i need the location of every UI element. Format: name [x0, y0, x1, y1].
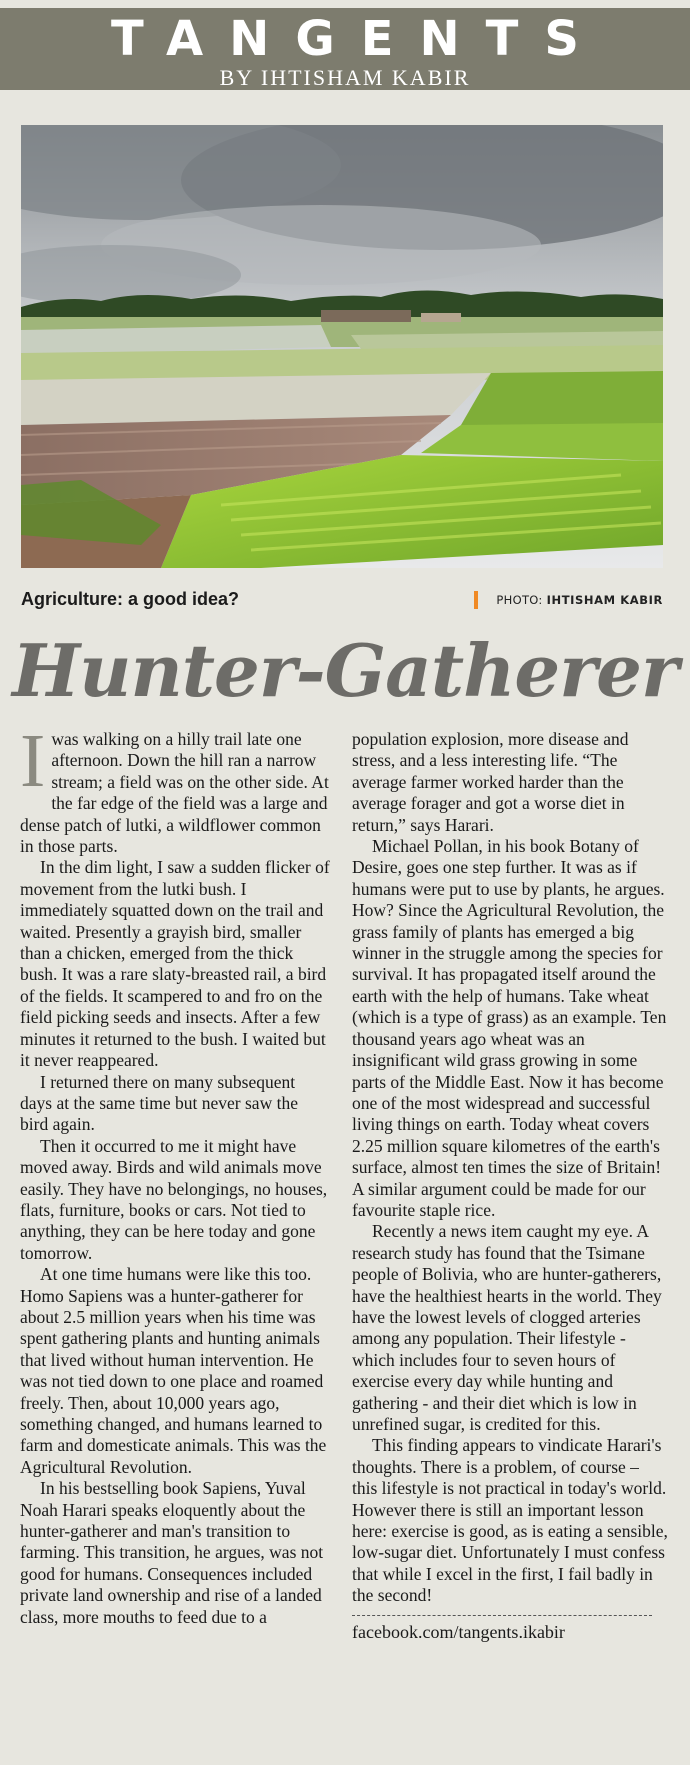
column-title: TANGENTS: [110, 11, 605, 67]
photo-credit-name: IHTISHAM KABIR: [546, 593, 663, 607]
credit-accent-bar: [474, 591, 478, 609]
article-paragraph: At one time humans were like this too. Homo Sapiens was a hunter-gatherer for about 2.5 million years when his time was spent gathering plants and hunting animals that lived without human intervention. He was not tied down to one place and roamed freely. Then, about 10,000 years ago, something changed, and humans learned to farm and domesticate animals. This was the Agricultural Revolution.: [20, 1264, 327, 1477]
photo-caption: Agriculture: a good idea?: [21, 589, 240, 609]
article-paragraph: Recently a news item caught my eye. A research study has found that the Tsimane people of Bolivia, who are hunter-gatherers, have the healthiest hearts in the world. They have the lowest levels of clogged arteries among any population. Their lifestyle - which includes four to seven hours of exercise every day while hunting and gathering - and their diet which is low in unrefined sugar, is credited for this.: [352, 1221, 662, 1434]
article-paragraph: This finding appears to vindicate Harari's thoughts. There is a problem, of course – this lifestyle is not practical in today's world. However there is still an important lesson here: exercise is good, as is eating a sensible, low-sugar diet. Unfortunately I must confess that while I excel in the first, I fail badly in the second!: [352, 1435, 668, 1606]
column-byline: BY IHTISHAM KABIR: [219, 65, 471, 90]
rice-field-photo: [21, 125, 663, 568]
article-column-left: [20, 719, 330, 1628]
article-paragraph: Michael Pollan, in his book Botany of Desire, goes one step further. It was as if humans were put to use by plants, he argues. How? Since the Agricultural Revolution, the grass family of plants has emerged a big winner in the struggle among the species for survival. It has propagated itself around the earth with the help of humans. Take wheat (which is a type of grass) as an example. Ten thousand years ago wheat was an insignificant wild grass growing in some parts of the Middle East. Now it has become one of the most widespread and successful living things on earth. Today wheat covers 2.25 million square kilometres of the earth's surface, almost ten times the size of Britain! A similar argument could be made for our favourite staple rice.: [352, 836, 667, 1220]
article-paragraph: Then it occurred to me it might have moved away. Birds and wild animals move easily. They have no belongings, no houses, flats, furniture, books or cars. Not tied to anything, they can be here today and gone tomorrow.: [20, 1135, 328, 1263]
drop-cap: I: [20, 719, 46, 803]
facebook-link[interactable]: facebook.com/tangents.ikabir: [352, 1621, 565, 1642]
article-headline: Hunter-Gatherer: [12, 628, 678, 713]
article-paragraph: population explosion, more disease and stress, and a less interesting life. “The average farmer worked harder than the average forager and got a worse diet in return,” says Harari.: [352, 729, 629, 835]
article-paragraph: In the dim light, I saw a sudden flicker of movement from the lutki bush. I immediately squatted down on the trail and waited. Presently a grayish bird, smaller than a chicken, emerged from the thick bush. It was a rare slaty-breasted rail, a bird of the fields. It scampered to and fro on the field picking seeds and insects. After a few minutes it returned to the bush. I waited but it never reappeared.: [20, 857, 330, 1071]
article-column-right: [352, 729, 668, 1643]
photo-credit: [474, 591, 663, 609]
article-paragraph: I returned there on many subsequent days at the same time but never saw the bird again.: [20, 1071, 298, 1135]
column-banner: [0, 8, 690, 90]
article-paragraph: In his bestselling book Sapiens, Yuval Noah Harari speaks eloquently about the hunter-gatherer and man's transition to farming. This transition, he argues, was not good for humans. Consequences included private land ownership and rise of a landed class, more mouths to feed due to a: [20, 1478, 324, 1627]
article-paragraph: [20, 719, 330, 857]
photo-credit-label: PHOTO:: [496, 593, 543, 607]
paragraph-text: was walking on a hilly trail late one afternoon. Down the hill ran a narrow stream; a field was on the other side. At the far edge of the field was a large and dense patch of lutki, a wildflower common in those parts.: [20, 729, 329, 857]
footer-divider: [352, 1615, 652, 1616]
